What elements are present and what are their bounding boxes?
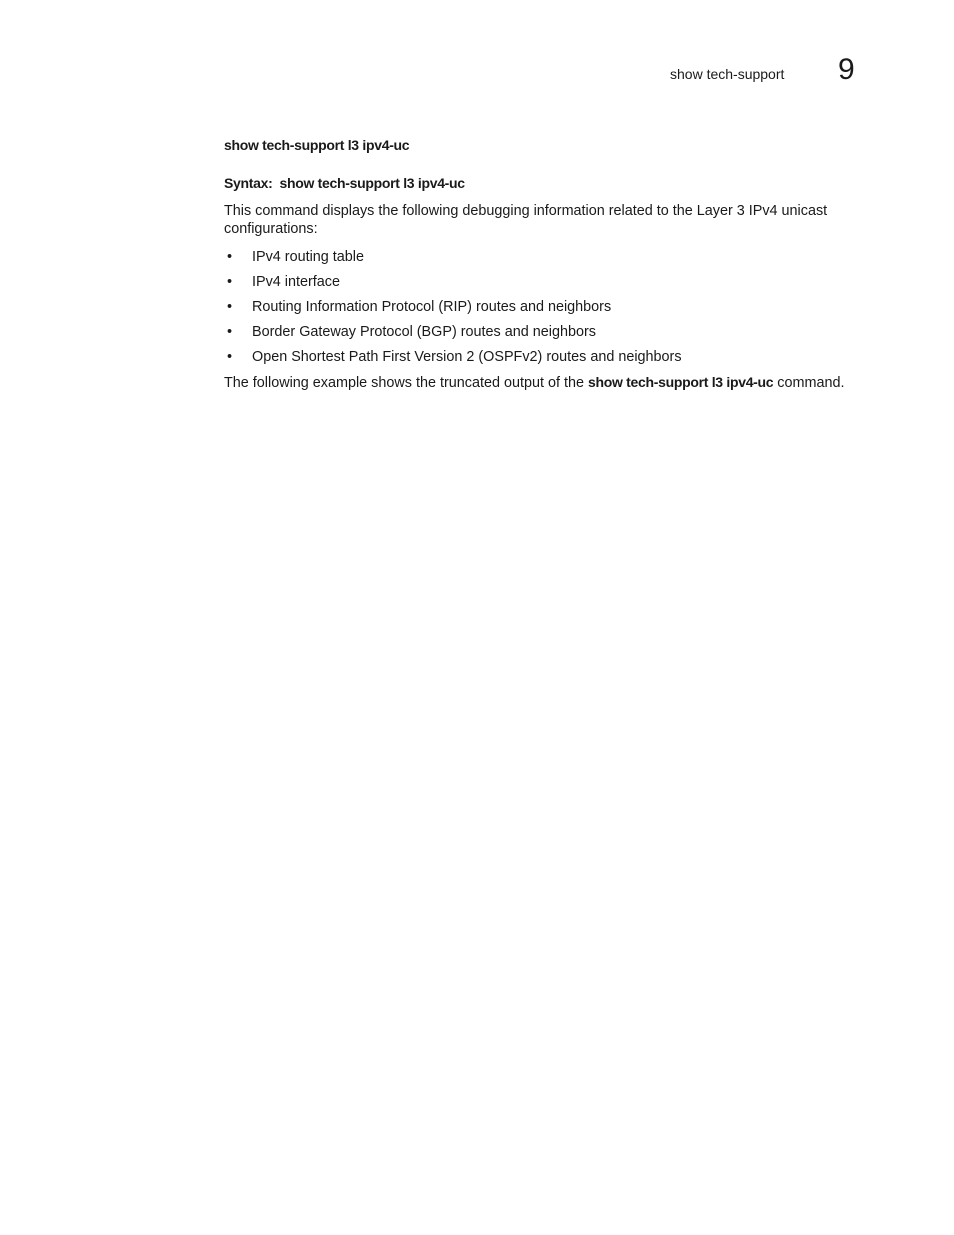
list-item-text: Border Gateway Protocol (BGP) routes and neighbors: [252, 324, 596, 340]
example-intro: [224, 373, 884, 392]
bullet-icon: •: [227, 274, 233, 290]
list-item: [224, 248, 884, 266]
example-command: show tech-support l3 ipv4-uc: [587, 374, 774, 390]
list-item: [224, 348, 884, 366]
chapter-number: 9: [838, 53, 855, 86]
bullet-icon: •: [227, 349, 233, 365]
syntax-line: [224, 174, 884, 192]
list-item: [224, 298, 884, 316]
command-heading: show tech-support l3 ipv4-uc: [224, 137, 410, 153]
bullet-icon: •: [227, 299, 233, 315]
list-item: [224, 323, 884, 341]
list-item-text: Routing Information Protocol (RIP) routes and neighbors: [252, 299, 612, 315]
bullet-icon: •: [227, 249, 233, 265]
list-item-text: IPv4 routing table: [252, 249, 364, 265]
running-head: show tech-support: [670, 66, 785, 82]
example-suffix: command.: [773, 375, 845, 391]
bullet-icon: •: [227, 324, 233, 340]
page-content: [224, 136, 884, 392]
example-prefix: The following example shows the truncated output of the: [224, 375, 588, 391]
list-item-text: Open Shortest Path First Version 2 (OSPFv2) routes and neighbors: [252, 349, 682, 365]
list-item-text: IPv4 interface: [252, 274, 340, 290]
intro-paragraph: This command displays the following debugging information related to the Layer 3 IPv4 unicast configurations:: [224, 203, 828, 237]
list-item: [224, 273, 884, 291]
syntax-command: show tech-support l3 ipv4-uc: [279, 175, 465, 191]
syntax-label: Syntax:: [224, 175, 273, 191]
debug-info-list: [224, 248, 884, 366]
